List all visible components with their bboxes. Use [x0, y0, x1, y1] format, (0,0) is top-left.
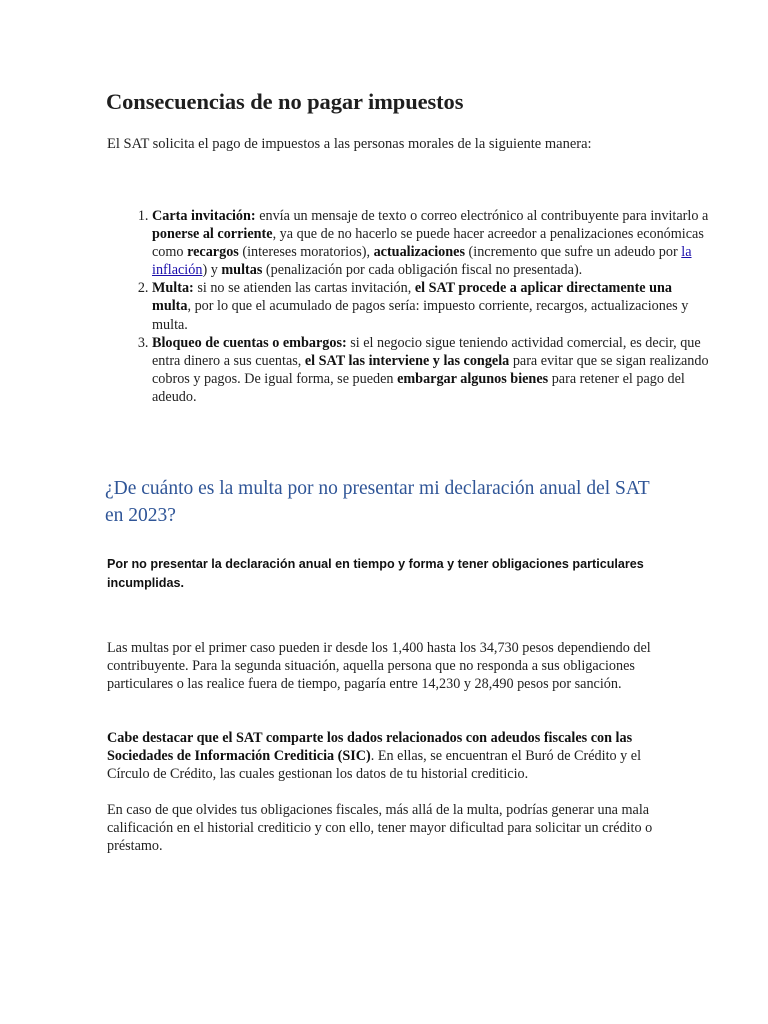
step-emphasis: recargos [187, 244, 239, 261]
step-text: (intereses moratorios), [238, 244, 374, 261]
step-text: si el negocio sigue teniendo actividad comercial, es decir, que entra dinero a sus cuentas, [152, 334, 701, 369]
list-item [152, 334, 712, 406]
inflation-link[interactable]: la inflación [152, 244, 692, 279]
paragraph-text: . En ellas, se encuentran el Buró de Crédito y el Círculo de Crédito, las cuales gestionan los datos de tu historial crediticio. [107, 748, 642, 783]
body-paragraph: Las multas por el primer caso pueden ir desde los 1,400 hasta los 34,730 pesos dependiendo del contribuyente. Para la segunda situación, aquella persona que no responda a sus obligaciones particulares o las realice fuera de tiempo, pagaría entre 14,230 y 28,490 pesos por sanción. [107, 640, 651, 693]
list-item [152, 207, 712, 279]
step-term: Carta invitación: [152, 208, 256, 224]
step-text: envía un mensaje de texto o correo electrónico al contribuyente para invitarlo a [255, 208, 709, 224]
step-text: , por lo que el acumulado de pagos sería: impuesto corriente, recargos, actualizaciones y multa. [152, 298, 689, 333]
paragraph-emphasis: Cabe destacar que el SAT comparte los dados relacionados con adeudos fiscales con las Sociedades de Información Crediticia (SIC) [107, 730, 633, 765]
step-text: , ya que de no hacerlo se puede hacer acreedor a penalizaciones económicas como [152, 226, 704, 261]
section-heading: ¿De cuánto es la multa por no presentar mi declaración anual del SAT en 2023? [105, 478, 650, 526]
lead-paragraph: Por no presentar la declaración anual en tiempo y forma y tener obligaciones particulares incumplidas. [107, 557, 644, 590]
page-title: Consecuencias de no pagar impuestos [106, 89, 464, 114]
step-emphasis: embargar algunos bienes [397, 370, 549, 387]
step-emphasis: el SAT las interviene y las congela [304, 352, 510, 369]
step-text: para retener el pago del adeudo. [152, 370, 685, 405]
step-term: Multa: [152, 280, 194, 297]
intro-paragraph: El SAT solicita el pago de impuestos a las personas morales de la siguiente manera: [107, 136, 592, 152]
step-text: si no se atienden las cartas invitación, [193, 280, 415, 297]
step-text: (penalización por cada obligación fiscal no presentada). [262, 262, 583, 279]
step-emphasis: el SAT procede a aplicar directamente una multa [152, 280, 673, 315]
step-term: Bloqueo de cuentas o embargos: [152, 334, 347, 351]
step-text: (incremento que sufre un adeudo por [464, 244, 682, 261]
body-paragraph [107, 729, 667, 784]
list-item [152, 279, 712, 333]
step-emphasis: actualizaciones [373, 244, 465, 261]
body-paragraph: En caso de que olvides tus obligaciones fiscales, más allá de la multa, podrías generar una mala calificación en el historial crediticio y con ello, tener mayor dificultad para solicitar un crédito o préstamo. [107, 802, 653, 855]
step-emphasis: ponerse al corriente [152, 226, 273, 243]
step-text: para evitar que se sigan realizando cobros y pagos. De igual forma, se pueden [152, 352, 709, 387]
step-emphasis: multas [221, 262, 263, 279]
step-text: ) y [202, 262, 222, 279]
steps-list [107, 207, 712, 406]
